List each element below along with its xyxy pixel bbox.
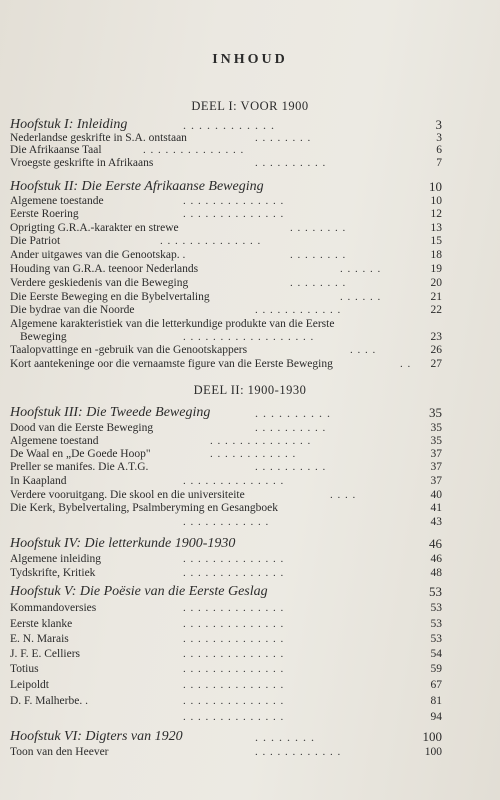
- chapter-row: [0, 406, 500, 420]
- page-number: 43: [430, 516, 442, 528]
- chapter-title: Hoofstuk I: Inleiding: [10, 117, 128, 132]
- toc-row: [0, 262, 500, 276]
- entry-title: Die Eerste Beweging en die Bybelvertaling: [10, 291, 210, 303]
- page-number: 10: [429, 179, 442, 194]
- dot-leader: . . . . . . . .: [290, 277, 347, 289]
- page-number: 12: [430, 208, 442, 220]
- toc-row: [0, 303, 500, 317]
- page-number: 35: [430, 435, 442, 447]
- chapter-row: [0, 537, 500, 551]
- page-number: 21: [430, 291, 442, 303]
- page-title: INHOUD: [212, 52, 288, 67]
- page-number: 40: [430, 489, 442, 501]
- entry-title: Kort aantekeninge oor die vernaamste figure van die Eerste Beweging: [10, 358, 333, 370]
- toc-row: [0, 234, 500, 248]
- entry-title: E. N. Marais: [10, 633, 69, 645]
- toc-row: [0, 710, 500, 724]
- toc-row: [0, 143, 500, 157]
- dot-leader: . . . . . . . .: [290, 222, 347, 234]
- entry-title: Tydskrifte, Kritiek: [10, 567, 96, 579]
- page-number: 67: [430, 679, 442, 691]
- dot-leader: . . . . . . . . . . . .: [210, 448, 297, 460]
- page-number: 53: [430, 618, 442, 630]
- dot-leader: . . . . . . . . . . . . . .: [183, 695, 285, 707]
- page-number: 53: [429, 584, 442, 599]
- dot-leader: . . . . . . . .: [255, 730, 315, 744]
- toc-row: [0, 566, 500, 580]
- entry-title: Algemene toestande: [10, 195, 104, 207]
- entry-title: Algemene karakteristiek van die letterkundige produkte van die Eerste: [10, 318, 335, 330]
- dot-leader: . . . . . . . . . . . . . .: [183, 602, 285, 614]
- page-number: 15: [430, 235, 442, 247]
- dot-leader: . . . . . . . . . . . . . .: [183, 195, 285, 207]
- page-number: 46: [430, 553, 442, 565]
- page-number: 53: [430, 633, 442, 645]
- entry-title: Preller se manifes. Die A.T.G.: [10, 461, 149, 473]
- toc-row: [0, 207, 500, 221]
- toc-row: [0, 343, 500, 357]
- toc-row: [0, 156, 500, 170]
- page-number: 20: [430, 277, 442, 289]
- page-number: 27: [430, 358, 442, 370]
- dot-leader: . . . . . . . . . . . . . .: [183, 663, 285, 675]
- dot-leader: . . . .: [330, 489, 357, 501]
- entry-title: Verdere geskiedenis van die Beweging: [10, 277, 189, 289]
- dot-leader: . . . . . . . . . . . . . .: [210, 435, 312, 447]
- page-number: 10: [430, 195, 442, 207]
- entry-title: Verdere vooruitgang. Die skool en die universiteite: [10, 489, 245, 501]
- toc-row: [0, 248, 500, 262]
- dot-leader: . . . . . . . . . .: [255, 406, 331, 420]
- dot-leader: . . . . . . . . . . . . . .: [143, 144, 245, 156]
- toc-row: [0, 317, 500, 331]
- page-number: 37: [430, 448, 442, 460]
- dot-leader: . . . . . . . . . . . . . .: [183, 711, 285, 723]
- entry-title: Taalopvattinge en -gebruik van die Genootskappers: [10, 344, 248, 356]
- page-number: 54: [430, 648, 442, 660]
- dot-leader: . . . . . . . . . . . .: [255, 746, 342, 758]
- dot-leader: . . . . . . . . . . . . . . . . . .: [183, 331, 315, 343]
- entry-title: Houding van G.R.A. teenoor Nederlands: [10, 263, 199, 275]
- dot-leader: . .: [400, 358, 412, 370]
- part-heading: DEEL I: VOOR 1900: [191, 99, 309, 113]
- toc-row: [0, 678, 500, 692]
- toc-row: [0, 194, 500, 208]
- toc-row: [0, 434, 500, 448]
- dot-leader: . . . . . . . . . . . . . .: [183, 679, 285, 691]
- toc-row: [0, 460, 500, 474]
- page-number: 3: [436, 132, 442, 144]
- page-number: 35: [429, 405, 442, 420]
- page-number: 100: [422, 729, 442, 744]
- page-number: 37: [430, 475, 442, 487]
- toc-row: [0, 290, 500, 304]
- toc-row: [0, 694, 500, 708]
- entry-title: Die Afrikaanse Taal: [10, 144, 102, 156]
- entry-title: Dood van die Eerste Beweging: [10, 422, 154, 434]
- page-number: 19: [430, 263, 442, 275]
- entry-title: Ander uitgawes van die Genootskap. .: [10, 249, 186, 261]
- dot-leader: . . . . . . . . . . . . . .: [183, 475, 285, 487]
- toc-row: [0, 617, 500, 631]
- page-number: 35: [430, 422, 442, 434]
- entry-title: Die Patriot: [10, 235, 61, 247]
- entry-title: Eerste Roering: [10, 208, 79, 220]
- entry-title: Kommandoversies: [10, 602, 97, 614]
- dot-leader: . . . . . .: [340, 263, 382, 275]
- toc-row: [0, 552, 500, 566]
- chapter-title: Hoofstuk III: Die Tweede Beweging: [10, 405, 211, 420]
- page-number: 22: [430, 304, 442, 316]
- dot-leader: . . . .: [350, 344, 377, 356]
- page-number: 41: [430, 502, 442, 514]
- toc-row: [0, 330, 500, 344]
- page-number: 26: [430, 344, 442, 356]
- entry-title: Totius: [10, 663, 39, 675]
- chapter-title: Hoofstuk IV: Die letterkunde 1900-1930: [10, 536, 236, 551]
- part-heading: DEEL II: 1900-1930: [193, 383, 307, 397]
- page-number: 100: [424, 746, 442, 758]
- chapter-title: Hoofstuk II: Die Eerste Afrikaanse Beweging: [10, 179, 264, 194]
- entry-title: Algemene inleiding: [10, 553, 102, 565]
- page-number: 48: [430, 567, 442, 579]
- toc-row: [0, 745, 500, 759]
- entry-title: Oprigting G.R.A.-karakter en strewe: [10, 222, 179, 234]
- dot-leader: . . . . . . . . . . . . . .: [160, 235, 262, 247]
- toc-row: [0, 632, 500, 646]
- entry-title: Die bydrae van die Noorde: [10, 304, 135, 316]
- dot-leader: . . . . . . . . . .: [255, 422, 327, 434]
- toc-row: [0, 447, 500, 461]
- toc-row: [0, 276, 500, 290]
- chapter-title: Hoofstuk VI: Digters van 1920: [10, 729, 183, 744]
- chapter-title: Hoofstuk V: Die Poësie van die Eerste Geslag: [10, 584, 268, 599]
- page-number: 3: [435, 117, 442, 132]
- page-number: 53: [430, 602, 442, 614]
- dot-leader: . . . . . . . . . . . . . .: [183, 633, 285, 645]
- entry-title: Beweging: [20, 331, 67, 343]
- dot-leader: . . . . . . . .: [290, 249, 347, 261]
- toc-row: [0, 501, 500, 515]
- entry-title: Vroegste geskrifte in Afrikaans: [10, 157, 154, 169]
- entry-title: J. F. E. Celliers: [10, 648, 80, 660]
- toc-row: [0, 662, 500, 676]
- page-number: 46: [429, 536, 442, 551]
- chapter-row: [0, 730, 500, 744]
- entry-title: Nederlandse geskrifte in S.A. ontstaan: [10, 132, 187, 144]
- chapter-row: [0, 180, 500, 194]
- dot-leader: . . . . . .: [340, 291, 382, 303]
- toc-row: [0, 221, 500, 235]
- toc-row: [0, 474, 500, 488]
- page-number: 23: [430, 331, 442, 343]
- page-number: 18: [430, 249, 442, 261]
- page-number: 81: [430, 695, 442, 707]
- page-number: 7: [436, 157, 442, 169]
- dot-leader: . . . . . . . . . .: [255, 461, 327, 473]
- entry-title: In Kaapland: [10, 475, 67, 487]
- chapter-row: [0, 585, 500, 599]
- dot-leader: . . . . . . . . . . . . . .: [183, 553, 285, 565]
- page-number: 37: [430, 461, 442, 473]
- entry-title: Die Kerk, Bybelvertaling, Psalmberyming en Gesangboek: [10, 502, 278, 514]
- entry-title: Toon van den Heever: [10, 746, 109, 758]
- dot-leader: . . . . . . . . . . . .: [255, 304, 342, 316]
- page-number: 59: [430, 663, 442, 675]
- entry-title: D. F. Malherbe. .: [10, 695, 88, 707]
- entry-title: Algemene toestand: [10, 435, 99, 447]
- dot-leader: . . . . . . . .: [255, 132, 312, 144]
- toc-row: [0, 601, 500, 615]
- dot-leader: . . . . . . . . . . . . . .: [183, 648, 285, 660]
- toc-row: [0, 488, 500, 502]
- toc-row: [0, 421, 500, 435]
- entry-title: De Waal en „De Goede Hoop": [10, 448, 151, 460]
- dot-leader: . . . . . . . . . . . .: [183, 118, 275, 132]
- toc-row: [0, 357, 500, 371]
- toc-row: [0, 647, 500, 661]
- entry-title: Eerste klanke: [10, 618, 73, 630]
- dot-leader: . . . . . . . . . .: [255, 157, 327, 169]
- page-number: 13: [430, 222, 442, 234]
- page-number: 94: [430, 711, 442, 723]
- dot-leader: . . . . . . . . . . . . . .: [183, 618, 285, 630]
- dot-leader: . . . . . . . . . . . . . .: [183, 208, 285, 220]
- toc-row: [0, 515, 500, 529]
- entry-title: Leipoldt: [10, 679, 49, 691]
- dot-leader: . . . . . . . . . . . .: [183, 516, 270, 528]
- chapter-row: [0, 118, 500, 132]
- page-number: 6: [436, 144, 442, 156]
- dot-leader: . . . . . . . . . . . . . .: [183, 567, 285, 579]
